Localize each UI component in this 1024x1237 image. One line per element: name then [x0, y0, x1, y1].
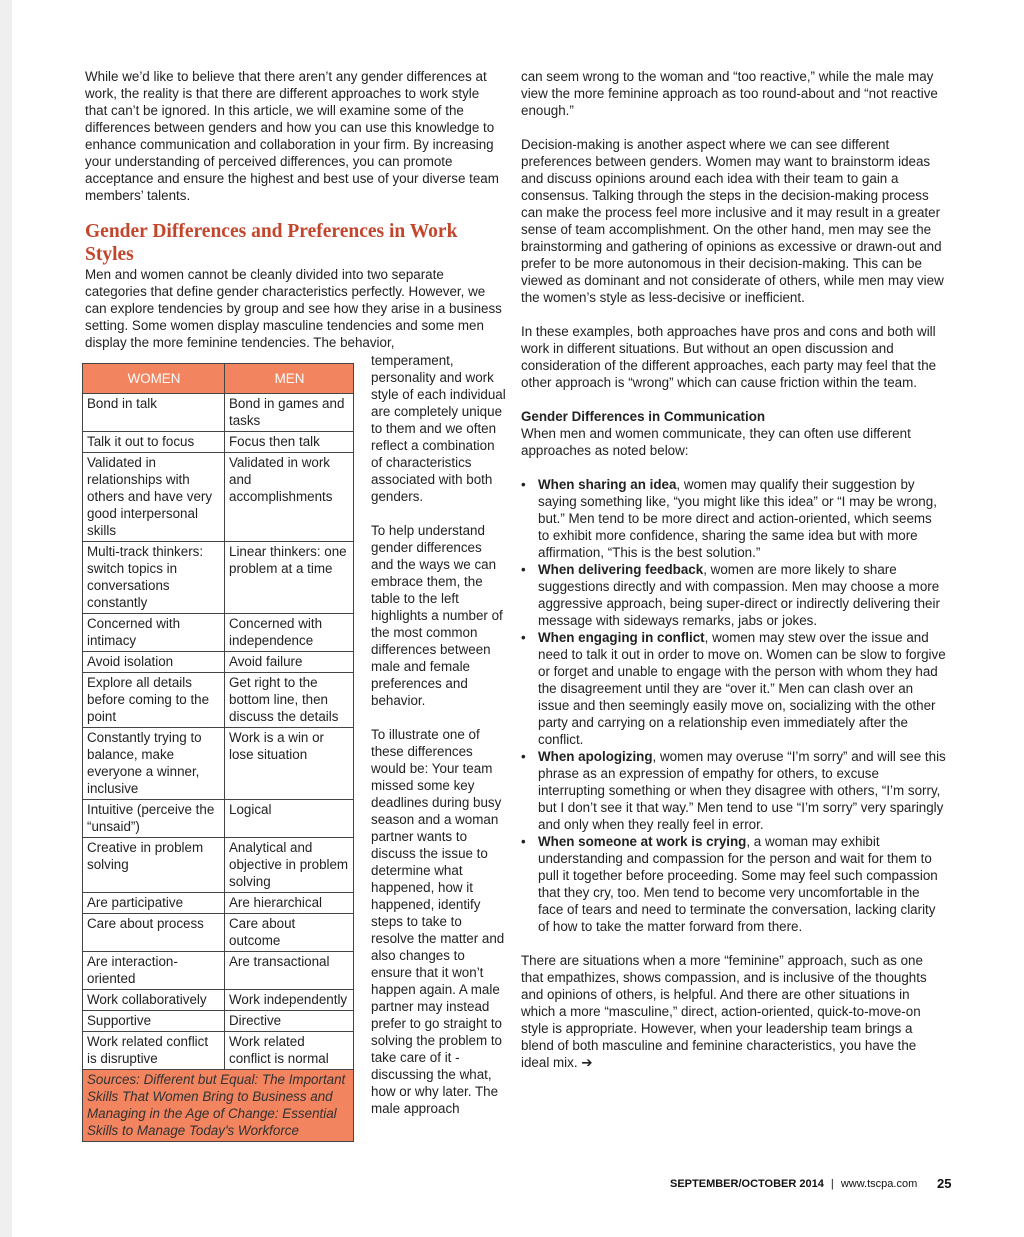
table-row [83, 838, 354, 893]
men-cell: Care about outcome [225, 914, 354, 952]
women-cell: Supportive [83, 1011, 225, 1032]
table-row [83, 453, 354, 542]
wrap-column [371, 352, 506, 1134]
wrap-paragraph-3: To illustrate one of these differences would be: Your team missed some key deadlines during busy season and a woman partner wants to discuss the issue to determine what happened, how it happened, identify steps to take to resolve the matter and also changes to ensure that it won’t happen again. A male partner may instead prefer to go straight to solving the problem to take care of it - discussing the what, how or why later. The male approach [371, 727, 505, 1116]
table-row [83, 990, 354, 1011]
men-cell: Validated in work and accomplishments [225, 453, 354, 542]
footer [670, 1178, 917, 1190]
right-paragraph-5 [521, 952, 946, 1071]
section-heading: Gender Differences and Preferences in Work Styles [85, 221, 458, 265]
women-cell: Are interaction-oriented [83, 952, 225, 990]
list-item [521, 476, 946, 561]
right-paragraph-2: Decision-making is another aspect where we can see different preferences between genders. Women may want to brainstorm ideas and discuss opinions around each idea with their team to gain a consensus. Talking through the steps in the decision-making process can make the process feel more inclusive and it may result in a greater sense of team accomplishment. On the other hand, men may see the brainstorming and gathering of opinions as excessive or drawn-out and prefer to be more autonomous in their decision-making. This can be viewed as dominant and not considerate of others, while men may view the women’s style as less-decisive or inefficient. [521, 137, 944, 305]
gender-table [82, 363, 354, 1142]
women-cell: Are participative [83, 893, 225, 914]
wrap-paragraph-1: temperament, personality and work style of each individual are completely unique to them and we often reflect a combination of characteristics associated with both genders. [371, 353, 506, 504]
table-row [83, 952, 354, 990]
left-column [85, 68, 505, 368]
list-item [521, 748, 946, 833]
list-item-lead: When apologizing [538, 749, 653, 764]
communication-list [521, 476, 946, 935]
list-item-text: , women are more likely to share suggestions directly and with compassion. Men may choose a more aggressive approach, being super-direct or indirectly delivering their message with sideways remarks, jabs or jokes. [538, 562, 940, 628]
men-cell: Bond in games and tasks [225, 394, 354, 432]
closing-text: There are situations when a more “feminine” approach, such as one that empathizes, shows compassion, and is inclusive of the thoughts and opinions of others, is helpful. And there are other situations in which a more “masculine,” direct, action-oriented, quick-to-move-on style is appropriate. However, when your leadership team brings a blend of both masculine and feminine characteristics, you have the ideal mix. [521, 953, 927, 1070]
women-cell: Bond in talk [83, 394, 225, 432]
women-cell: Work related conflict is disruptive [83, 1032, 225, 1070]
table-row [83, 542, 354, 614]
list-item-text: , a woman may exhibit understanding and compassion for the person and wait for them to pull it together before proceeding. Some may feel such compassion that they cry, too. Men tend to become very uncomfortable in the face of tears and need to terminate the conversation, lacking clarity of how to take the matter forward from there. [538, 834, 938, 934]
men-cell: Work is a win or lose situation [225, 728, 354, 800]
right-paragraph-3: In these examples, both approaches have pros and cons and both will work in different situations. But without an open discussion and consideration of the different approaches, each party may feel that the other approach is “wrong” which can cause friction within the team. [521, 324, 937, 390]
women-cell: Explore all details before coming to the point [83, 673, 225, 728]
right-paragraph-4: When men and women communicate, they can often use different approaches as noted below: [521, 426, 911, 458]
table-sources: Sources: Different but Equal: The Important Skills That Women Bring to Business and Managing in the Age of Change: Essential Skills to Manage Today's Workforce [83, 1070, 354, 1142]
table-row [83, 1032, 354, 1070]
intro-paragraph: While we’d like to believe that there aren’t any gender differences at work, the reality is that there are different approaches to work style that can’t be ignored. In this article, we will examine some of the differences between genders and how you can use this knowledge to enhance communication and collaboration in your firm. By increasing your understanding of perceived differences, you can promote acceptance and ensure the highest and best use of your diverse team members’ talents. [85, 69, 499, 203]
women-cell: Validated in relationships with others and have very good interpersonal skills [83, 453, 225, 542]
women-cell: Constantly trying to balance, make everyone a winner, inclusive [83, 728, 225, 800]
issue-label: SEPTEMBER/OCTOBER 2014 [670, 1178, 824, 1190]
right-paragraph-1: can seem wrong to the woman and “too reactive,” while the male may view the more feminine approach as too round-about and “not reactive enough.” [521, 69, 938, 118]
list-item-lead: When delivering feedback [538, 562, 704, 577]
men-cell: Avoid failure [225, 652, 354, 673]
wrap-paragraph-2: To help understand gender differences and the ways we can embrace them, the table to the left highlights a number of the most common differences between male and female preferences and behavior. [371, 523, 503, 708]
communication-subheading: Gender Differences in Communication [521, 409, 766, 424]
women-cell: Talk it out to focus [83, 432, 225, 453]
men-cell: Analytical and objective in problem solving [225, 838, 354, 893]
women-cell: Care about process [83, 914, 225, 952]
table-row [83, 394, 354, 432]
men-cell: Directive [225, 1011, 354, 1032]
list-item-lead: When someone at work is crying [538, 834, 747, 849]
table-row [83, 800, 354, 838]
women-cell: Creative in problem solving [83, 838, 225, 893]
table-row [83, 914, 354, 952]
list-item-lead: When engaging in conflict [538, 630, 705, 645]
men-cell: Are hierarchical [225, 893, 354, 914]
table-row [83, 673, 354, 728]
men-cell: Work related conflict is normal [225, 1032, 354, 1070]
bullet-icon: • [521, 477, 526, 492]
men-cell: Concerned with independence [225, 614, 354, 652]
bullet-icon: • [521, 749, 526, 764]
bullet-icon: • [521, 562, 526, 577]
women-cell: Multi-track thinkers: switch topics in conversations constantly [83, 542, 225, 614]
bullet-icon: • [521, 834, 526, 849]
list-item [521, 561, 946, 629]
table-sources-row [83, 1070, 354, 1142]
table-row [83, 614, 354, 652]
continue-arrow-icon: ➔ [581, 1055, 593, 1070]
women-cell: Intuitive (perceive the “unsaid”) [83, 800, 225, 838]
section-paragraph: Men and women cannot be cleanly divided into two separate categories that define gender characteristics perfectly. However, we can explore tendencies by group and see how they arise in a business setting. Some women display masculine tendencies and some men display the more feminine tendencies. The behavior, [85, 267, 502, 350]
bullet-icon: • [521, 630, 526, 645]
table-row [83, 1011, 354, 1032]
list-item-text: , women may stew over the issue and need to talk it out in order to move on. Women can be slow to forgive or forget and unable to engage with the person with whom they had the disagreement until they are “over it.” Men can clash over an issue and then seemingly easily move on, socializing with the other party and carrying on a relationship even immediately after the conflict. [538, 630, 946, 747]
men-cell: Logical [225, 800, 354, 838]
table-row [83, 432, 354, 453]
site-link[interactable]: www.tscpa.com [840, 1178, 918, 1190]
women-cell: Avoid isolation [83, 652, 225, 673]
men-cell: Are transactional [225, 952, 354, 990]
page-edge [0, 0, 12, 1237]
women-column-header: WOMEN [83, 364, 225, 394]
right-column [521, 68, 946, 1088]
list-item [521, 833, 946, 935]
men-cell: Focus then talk [225, 432, 354, 453]
men-column-header: MEN [225, 364, 354, 394]
footer-separator: | [830, 1178, 834, 1190]
table-row [83, 652, 354, 673]
table-row [83, 893, 354, 914]
table-header-row [83, 364, 354, 394]
men-cell: Linear thinkers: one problem at a time [225, 542, 354, 614]
list-item-lead: When sharing an idea [538, 477, 677, 492]
men-cell: Work independently [225, 990, 354, 1011]
list-item-text: , women may qualify their suggestion by saying something like, “you might like this idea” or “I may be wrong, but.” Men tend to be more direct and action-oriented, which seems to exhibit more confidence, sharing the same idea but with more affirmation, “This is the best solution.” [538, 477, 937, 560]
list-item-text: , women may overuse “I’m sorry” and will see this phrase as an expression of empathy for others, to excuse interrupting something or when they disagree with others, “I’m sorry, but I don’t see it that way.” Men tend to use “I’m sorry” very sparingly and only when they really feel in error. [538, 749, 946, 832]
page-number: 25 [937, 1176, 952, 1191]
table-row [83, 728, 354, 800]
men-cell: Get right to the bottom line, then discuss the details [225, 673, 354, 728]
women-cell: Work collaboratively [83, 990, 225, 1011]
list-item [521, 629, 946, 748]
women-cell: Concerned with intimacy [83, 614, 225, 652]
